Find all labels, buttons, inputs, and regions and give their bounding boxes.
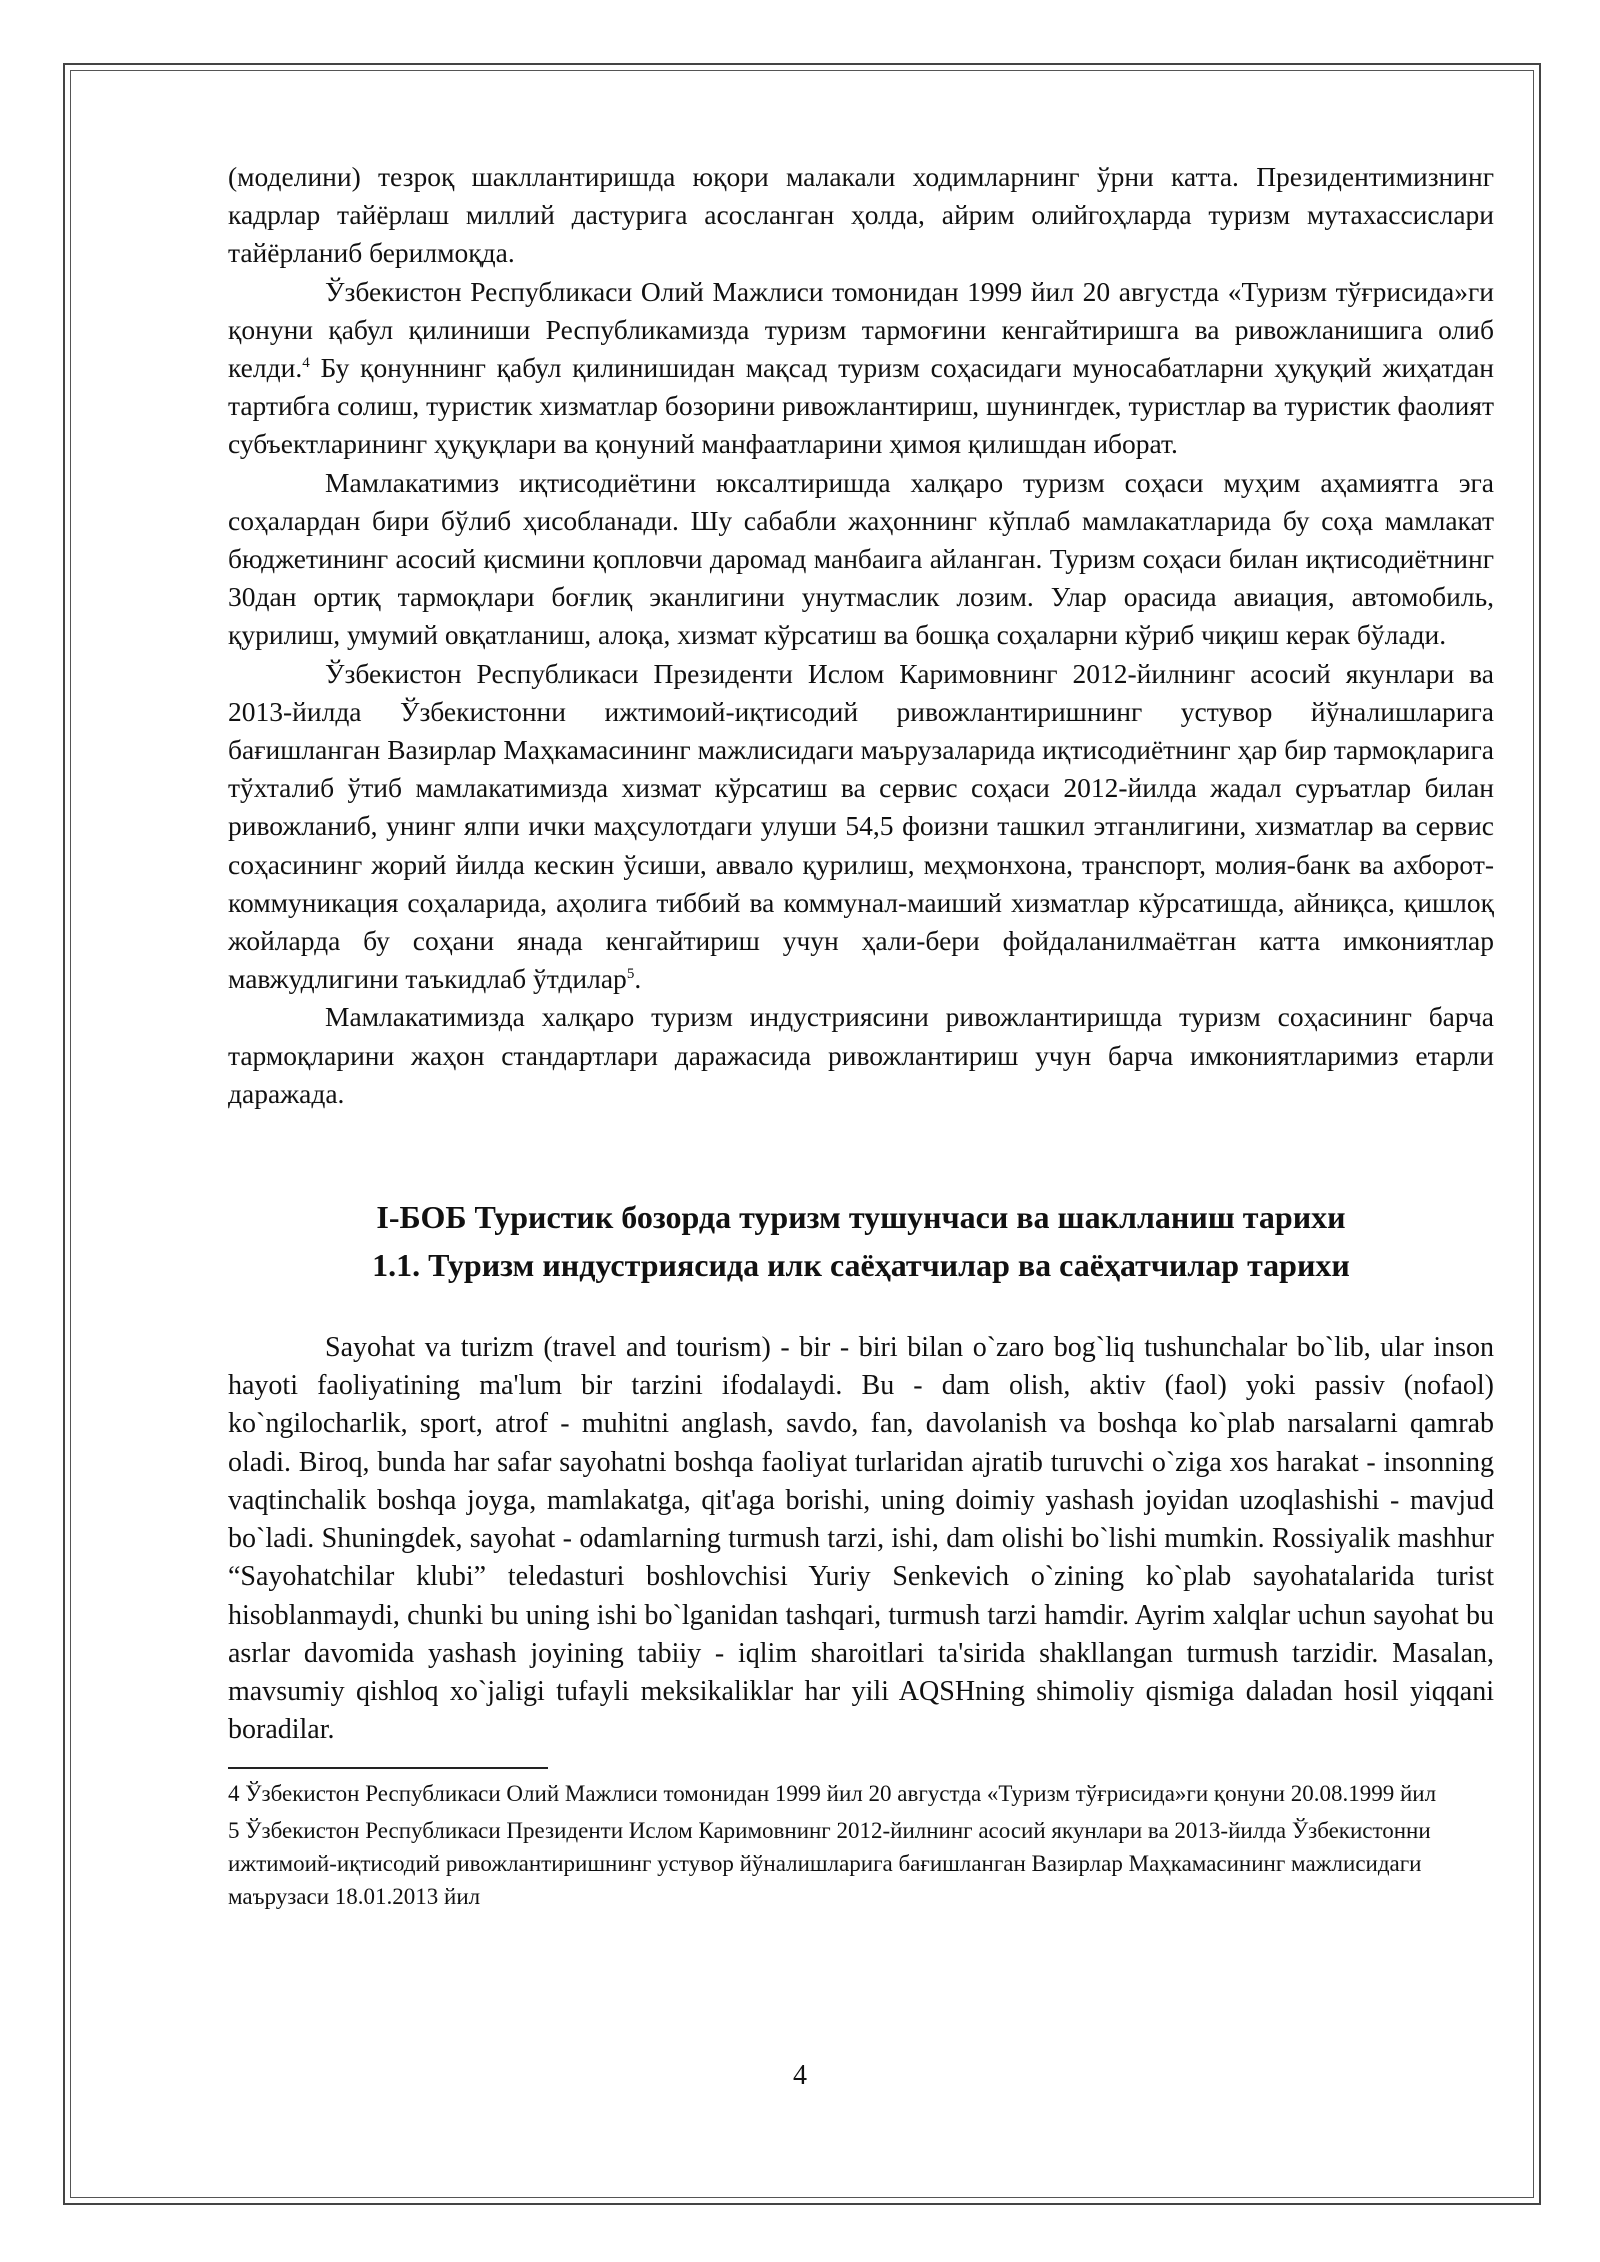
footnote-5 [228, 1814, 1494, 1913]
footnote-number: 5 [228, 1818, 240, 1844]
footnote-ref-5[interactable]: 5 [626, 966, 635, 983]
page-content [228, 158, 1494, 1917]
body-paragraph-5: Мамлакатимизда халқаро туризм индустриясини ривожлантиришда туризм соҳасининг барча тармоқларини жаҳон стандартлари даражасида ривожлантириш учун барча имкониятларимиз етарли даражада. [228, 1001, 1494, 1109]
chapter-title: I-БОБ Туристик бозорда туризм тушунчаси ва шаклланиш тарихи [376, 1199, 1346, 1236]
body-paragraph-4 [228, 655, 1494, 999]
page-number: 4 [793, 2060, 807, 2091]
chapter-headings [228, 1193, 1494, 1289]
footnote-4 [228, 1777, 1494, 1810]
body-paragraph-2 [228, 273, 1494, 464]
footnote-number: 4 [228, 1781, 240, 1807]
footnote-text: Ўзбекистон Республикаси Президенти Ислом Каримовнинг 2012-йилнинг асосий якунлари ва 2013-йилда Ўзбекистонни ижтимоий-иқтисодий ривожлантиришнинг устувор йўналишларига бағишланган Вазирлар Маҳкамасининг мажлисидаги маърузаси 18.01.2013 йил [228, 1818, 1431, 1910]
footnote-text: Ўзбекистон Республикаси Олий Мажлиси томонидан 1999 йил 20 августда «Туризм тўғрисида»ги қонуни 20.08.1999 йил [245, 1781, 1437, 1807]
paragraph-text: Ўзбекистон Республикаси Президенти Ислом Каримовнинг 2012-йилнинг асосий якунлари ва 2013-йилда Ўзбекистонни ижтимоий-иқтисодий ривожлантиришнинг устувор йўналишларига бағишланган Вазирлар Маҳкамасининг мажлисидаги маърузаларида иқтисодиётнинг ҳар бир тармоқларига тўхталиб ўтиб мамлакатимизда хизмат кўрсатиш ва сервис соҳаси 2012-йилда жадал суръатлар билан ривожланиб, унинг ялпи ички маҳсулотдаги улуши 54,5 фоизни ташкил этганлигини, хизматлар ва сервис соҳасининг жорий йилда кескин ўсиши, аввало қурилиш, меҳмонхона, транспорт, молия-банк ва ахборот-коммуникация соҳаларида, аҳолига тиббий ва коммунал-маиший хизматлар кўрсатишда, айниқса, қишлоқ жойларда бу соҳани янада кенгайтириш учун ҳали-бери фойдаланилмаётган катта имкониятлар мавжудлигини таъкидлаб ўтдилар [228, 657, 1494, 995]
section-title: 1.1. Туризм индустриясида илк саёҳатчилар ва саёҳатчилар тарихи [372, 1247, 1350, 1284]
footnote-ref-4[interactable]: 4 [302, 354, 310, 371]
paragraph-text-tail: Бу қонуннинг қабул қилинишидан мақсад туризм соҳасидаги муносабатларни ҳуқуқий жиҳатдан тартибга солиш, туристик хизматлар бозорини ривожлантириш, шунингдек, туристлар ва туристик фаолият субъектларининг ҳуқуқлари ва қонуний манфаатларини ҳимоя қилишдан иборат. [228, 352, 1494, 460]
paragraph-text-tail: . [634, 963, 642, 995]
footnote-separator [228, 1767, 548, 1769]
body-paragraph-1: (моделини) тезроқ шакллантиришда юқори малакали ходимларнинг ўрни катта. Президентимизнинг кадрлар тайёрлаш миллий дастурига асосланган ҳолда, айрим олийгоҳларда туризм мутахассислари тайёрланиб берилмоқда. [228, 161, 1494, 269]
body-paragraph-3: Мамлакатимиз иқтисодиётини юксалтиришда халқаро туризм соҳаси муҳим аҳамиятга эга соҳалардан бири бўлиб ҳисобланади. Шу сабабли жаҳоннинг кўплаб мамлакатларида бу соҳа мамлакат бюджетининг асосий қисмини қопловчи даромад манбаига айланган. Туризм соҳаси билан иқтисодиётнинг 30дан ортиқ тармоқлари боғлиқ эканлигини унутмаслик лозим. Улар орасида авиация, автомобиль, қурилиш, умумий овқатланиш, алоқа, хизмат кўрсатиш ва бошқа соҳаларни кўриб чиқиш керак бўлади. [228, 466, 1494, 651]
paragraph-text: Ўзбекистон Республикаси Олий Мажлиси томонидан 1999 йил 20 августда «Туризм тўғрисида»ги қонуни қабул қилиниши Республикамизда туризм тармоғини кенгайтиришга ва ривожланишига олиб келди. [228, 275, 1494, 384]
latin-paragraph: Sayohat va turizm (travel and tourism) - bir - biri bilan o`zaro bog`liq tushunchalar bo`lib, ular inson hayoti faoliyatining ma'lum bir tarzini ifodalaydi. Bu - dam olish, aktiv (faol) yoki passiv (nofaol) ko`ngilocharlik, sport, atrof - muhitni anglash, savdo, fan, davolanish va boshqa ko`plab narsalarni qamrab oladi. Biroq, bunda har safar sayohatni boshqa faoliyat turlaridan ajratib turuvchi o`ziga xos harakat - insonning vaqtinchalik boshqa joyga, mamlakatga, qit'aga borishi, uning doimiy yashash joyidan uzoqlashishi - mavjud bo`ladi. Shuningdek, sayohat - odamlarning turmush tarzi, ishi, dam olishi bo`lishi mumkin. Rossiyalik mashhur “Sayohatchilar klubi” teledasturi boshlovchisi Yuriy Senkevich o`zining ko`plab sayohatalarida turist hisoblanmaydi, chunki bu uning ishi bo`lganidan tashqari, turmush tarzi hamdir. Ayrim xalqlar uchun sayohat bu asrlar davomida yashash joyining tabiiy - iqlim sharoitlari ta'sirida shakllangan turmush tarzidir. Masalan, mavsumiy qishloq xo`jaligi tufayli meksikaliklar har yili AQSHning shimoliy qismiga daladan hosil yiqqani boradilar. [228, 1332, 1494, 1746]
